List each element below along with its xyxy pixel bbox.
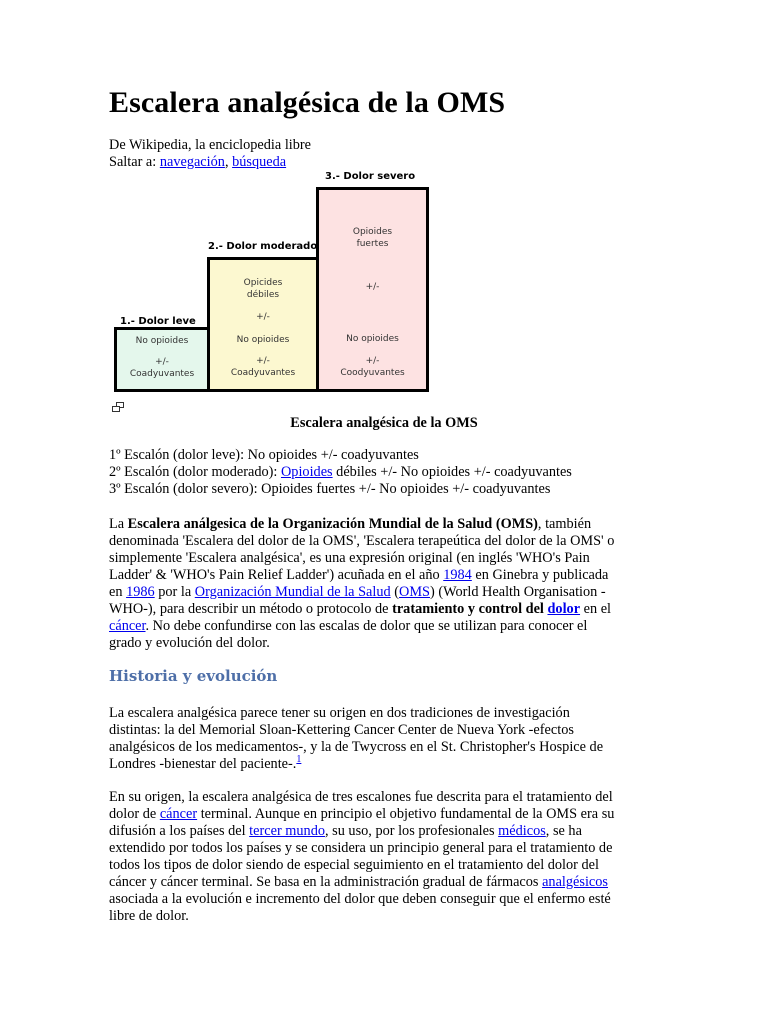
history-paragraph-2 xyxy=(109,789,661,925)
history-line: Londres -bienestar del paciente-. xyxy=(109,756,297,772)
search-link[interactable]: búsqueda xyxy=(232,154,287,170)
jump-separator: , xyxy=(224,154,233,170)
step3-line3: +/- xyxy=(365,282,380,292)
step3-line2: fuertes xyxy=(356,239,389,249)
history-line: libre de dolor. xyxy=(109,908,189,924)
step1-line2: +/- xyxy=(155,357,169,367)
step2-text-b: débiles +/- No opioides +/- coadyuvantes xyxy=(332,464,572,480)
step-line-3: 3º Escalón (dolor severo): Opioides fuertes +/- No opioides +/- coadyuvantes xyxy=(109,481,551,497)
doctors-link[interactable]: médicos xyxy=(498,823,546,839)
cancer-link-2[interactable]: cáncer xyxy=(159,806,198,822)
history-text: dolor de xyxy=(109,806,160,822)
section-heading-history: Historia y evolución xyxy=(109,667,278,685)
source-line: De Wikipedia, la enciclopedia libre xyxy=(109,137,312,153)
history-line: extendido por todos los países y se considera un principio general para el tratamiento de xyxy=(109,840,613,856)
oms-link[interactable]: OMS xyxy=(399,584,430,600)
analgesic-ladder-diagram[interactable] xyxy=(110,165,435,395)
history-paragraph-1 xyxy=(109,705,661,773)
intro-text: Ladder' & 'WHO's Pain Relief Ladder') acuñada en el año xyxy=(109,567,444,583)
opioides-link[interactable]: Opioides xyxy=(280,464,333,480)
step3-title: 3.- Dolor severo xyxy=(325,171,416,182)
steps-list xyxy=(109,447,661,498)
step2-line1: Opicides xyxy=(243,278,283,288)
step2-line6: Coadyuvantes xyxy=(230,368,296,378)
history-line: La escalera analgésica parece tener su origen en dos tradiciones de investigación xyxy=(109,705,570,721)
intro-text: ( xyxy=(390,584,399,600)
history-text: , se ha xyxy=(545,823,582,839)
history-text: terminal. Aunque en principio el objetivo fundamental de la OMS era su xyxy=(197,806,615,822)
history-line: asociada a la evolución e incremento del dolor que deben conseguir que el enfermo esté xyxy=(109,891,611,907)
intro-text: en el xyxy=(580,601,612,617)
third-world-link[interactable]: tercer mundo xyxy=(249,823,325,839)
jump-prefix: Saltar a: xyxy=(109,154,160,170)
figure-caption: Escalera analgésica de la OMS xyxy=(290,415,478,431)
who-link[interactable]: Organización Mundial de la Salud xyxy=(194,584,391,600)
history-text: cáncer y cáncer terminal. Se basa en la administración gradual de fármacos xyxy=(109,874,543,890)
step2-text-a: 2º Escalón (dolor moderado): xyxy=(109,464,281,480)
step2-box xyxy=(207,257,319,392)
step2-line2: débiles xyxy=(246,290,280,300)
year-1984-link[interactable]: 1984 xyxy=(443,567,472,583)
intro-line: simplemente 'Escalera analgésica', es una expresión original (en inglés 'WHO's Pain xyxy=(109,550,590,566)
intro-text: por la xyxy=(154,584,195,600)
intro-line: grado y evolución del dolor. xyxy=(109,635,270,651)
intro-text: WHO-), para describir un método o protocolo de xyxy=(109,601,393,617)
intro-text: ) (World Health Organisation - xyxy=(430,584,606,600)
step1-title: 1.- Dolor leve xyxy=(120,316,196,327)
intro-paragraph xyxy=(109,516,661,652)
intro-text: en xyxy=(109,584,127,600)
analgesics-link[interactable]: analgésicos xyxy=(542,874,608,890)
intro-text: en Ginebra y publicada xyxy=(471,567,609,583)
year-1986-link[interactable]: 1986 xyxy=(126,584,155,600)
intro-text: La xyxy=(109,516,128,532)
history-text: , su uso, por los profesionales xyxy=(325,823,499,839)
history-line: analgésicos de los medicamentos-, y la de Twycross en el St. Christopher's Hospice de xyxy=(109,739,604,755)
step2-line4: No opioides xyxy=(236,335,290,345)
history-line: todos los tipos de dolor siendo de especial seguimiento en el tratamiento del dolor del xyxy=(109,857,599,873)
step3-line4: No opioides xyxy=(346,334,399,344)
history-line: En su origen, la escalera analgésica de tres escalones fue descrita para el tratamiento del xyxy=(109,789,613,805)
reference-1-link[interactable]: 1 xyxy=(296,754,302,766)
step2-title: 2.- Dolor moderado xyxy=(208,241,318,252)
history-text: difusión a los países del xyxy=(109,823,250,839)
intro-text: , también xyxy=(537,516,592,532)
page-title: Escalera analgésica de la OMS xyxy=(109,86,506,119)
intro-text: . No debe confundirse con las escalas de dolor que se utilizan para conocer el xyxy=(145,618,588,634)
cancer-link[interactable]: cáncer xyxy=(109,618,146,634)
step2-line5: +/- xyxy=(256,356,270,366)
navigation-link[interactable]: navegación xyxy=(159,154,225,170)
dolor-link[interactable]: dolor xyxy=(547,601,581,617)
step1-box xyxy=(114,327,210,392)
step3-line1: Opioides xyxy=(352,227,393,237)
step-line-1: 1º Escalón (dolor leve): No opioides +/- coadyuvantes xyxy=(109,447,419,463)
history-line: distintas: la del Memorial Sloan-Kettering Cancer Center de Nueva York -efectos xyxy=(109,722,574,738)
step1-line3: Coadyuvantes xyxy=(129,369,195,379)
step3-box xyxy=(316,187,429,392)
intro-line: denominada 'Escalera del dolor de la OMS', 'Escalera terapeútica del dolor de la OMS' o xyxy=(109,533,615,549)
magnify-icon[interactable] xyxy=(112,402,124,412)
intro-bold-name: Escalera análgesica de la Organización Mundial de la Salud (OMS) xyxy=(127,516,538,532)
intro-bold: tratamiento y control del xyxy=(392,601,548,617)
step2-line3: +/- xyxy=(256,312,270,322)
step-line-2 xyxy=(109,464,661,481)
step3-line5: +/- xyxy=(365,356,380,366)
step3-line6: Coodyuvantes xyxy=(340,368,405,378)
step1-line1: No opioides xyxy=(135,336,189,346)
